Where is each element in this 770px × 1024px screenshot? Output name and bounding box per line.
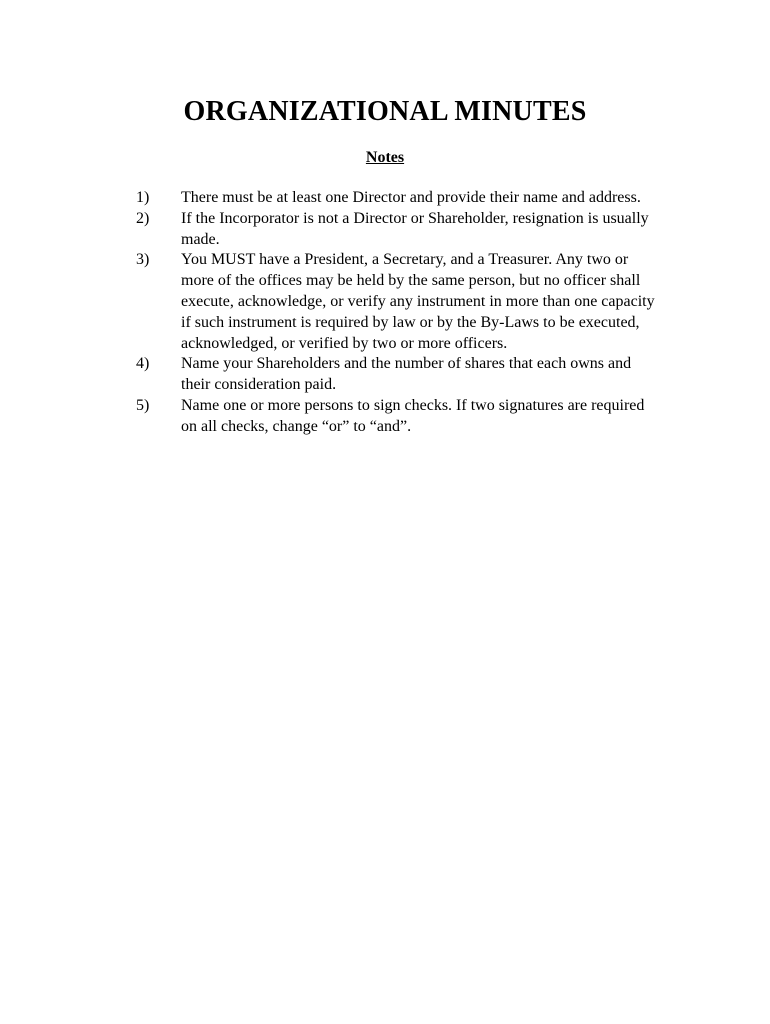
note-number: 4) <box>136 355 150 373</box>
note-text: You MUST have a President, a Secretary, and a Treasurer. Any two or more of the offices may be held by the same person, but no officer shall execute, acknowledge, or verify any instrument in more than one capacity if such instrument is required by law or by the By-Laws to be executed, acknowledged, or verified by two or more officers. <box>181 251 655 352</box>
note-number: 5) <box>136 396 150 414</box>
note-item-5 <box>136 396 656 438</box>
note-number: 1) <box>136 189 150 206</box>
note-item-4 <box>136 354 656 396</box>
document-title: ORGANIZATIONAL MINUTES <box>183 96 587 127</box>
note-item-2 <box>136 209 656 251</box>
note-text: There must be at least one Director and provide their name and address. <box>181 189 641 206</box>
note-item-3 <box>136 250 656 354</box>
note-item-1 <box>136 188 656 209</box>
note-text: Name your Shareholders and the number of shares that each owns and their consideration paid. <box>181 355 632 394</box>
note-number: 3) <box>136 251 150 269</box>
notes-list <box>136 188 656 438</box>
note-number: 2) <box>136 209 150 227</box>
note-text: If the Incorporator is not a Director or Shareholder, resignation is usually made. <box>181 209 649 248</box>
notes-heading: Notes <box>365 149 405 166</box>
note-text: Name one or more persons to sign checks. If two signatures are required on all checks, change “or” to “and”. <box>181 396 645 435</box>
